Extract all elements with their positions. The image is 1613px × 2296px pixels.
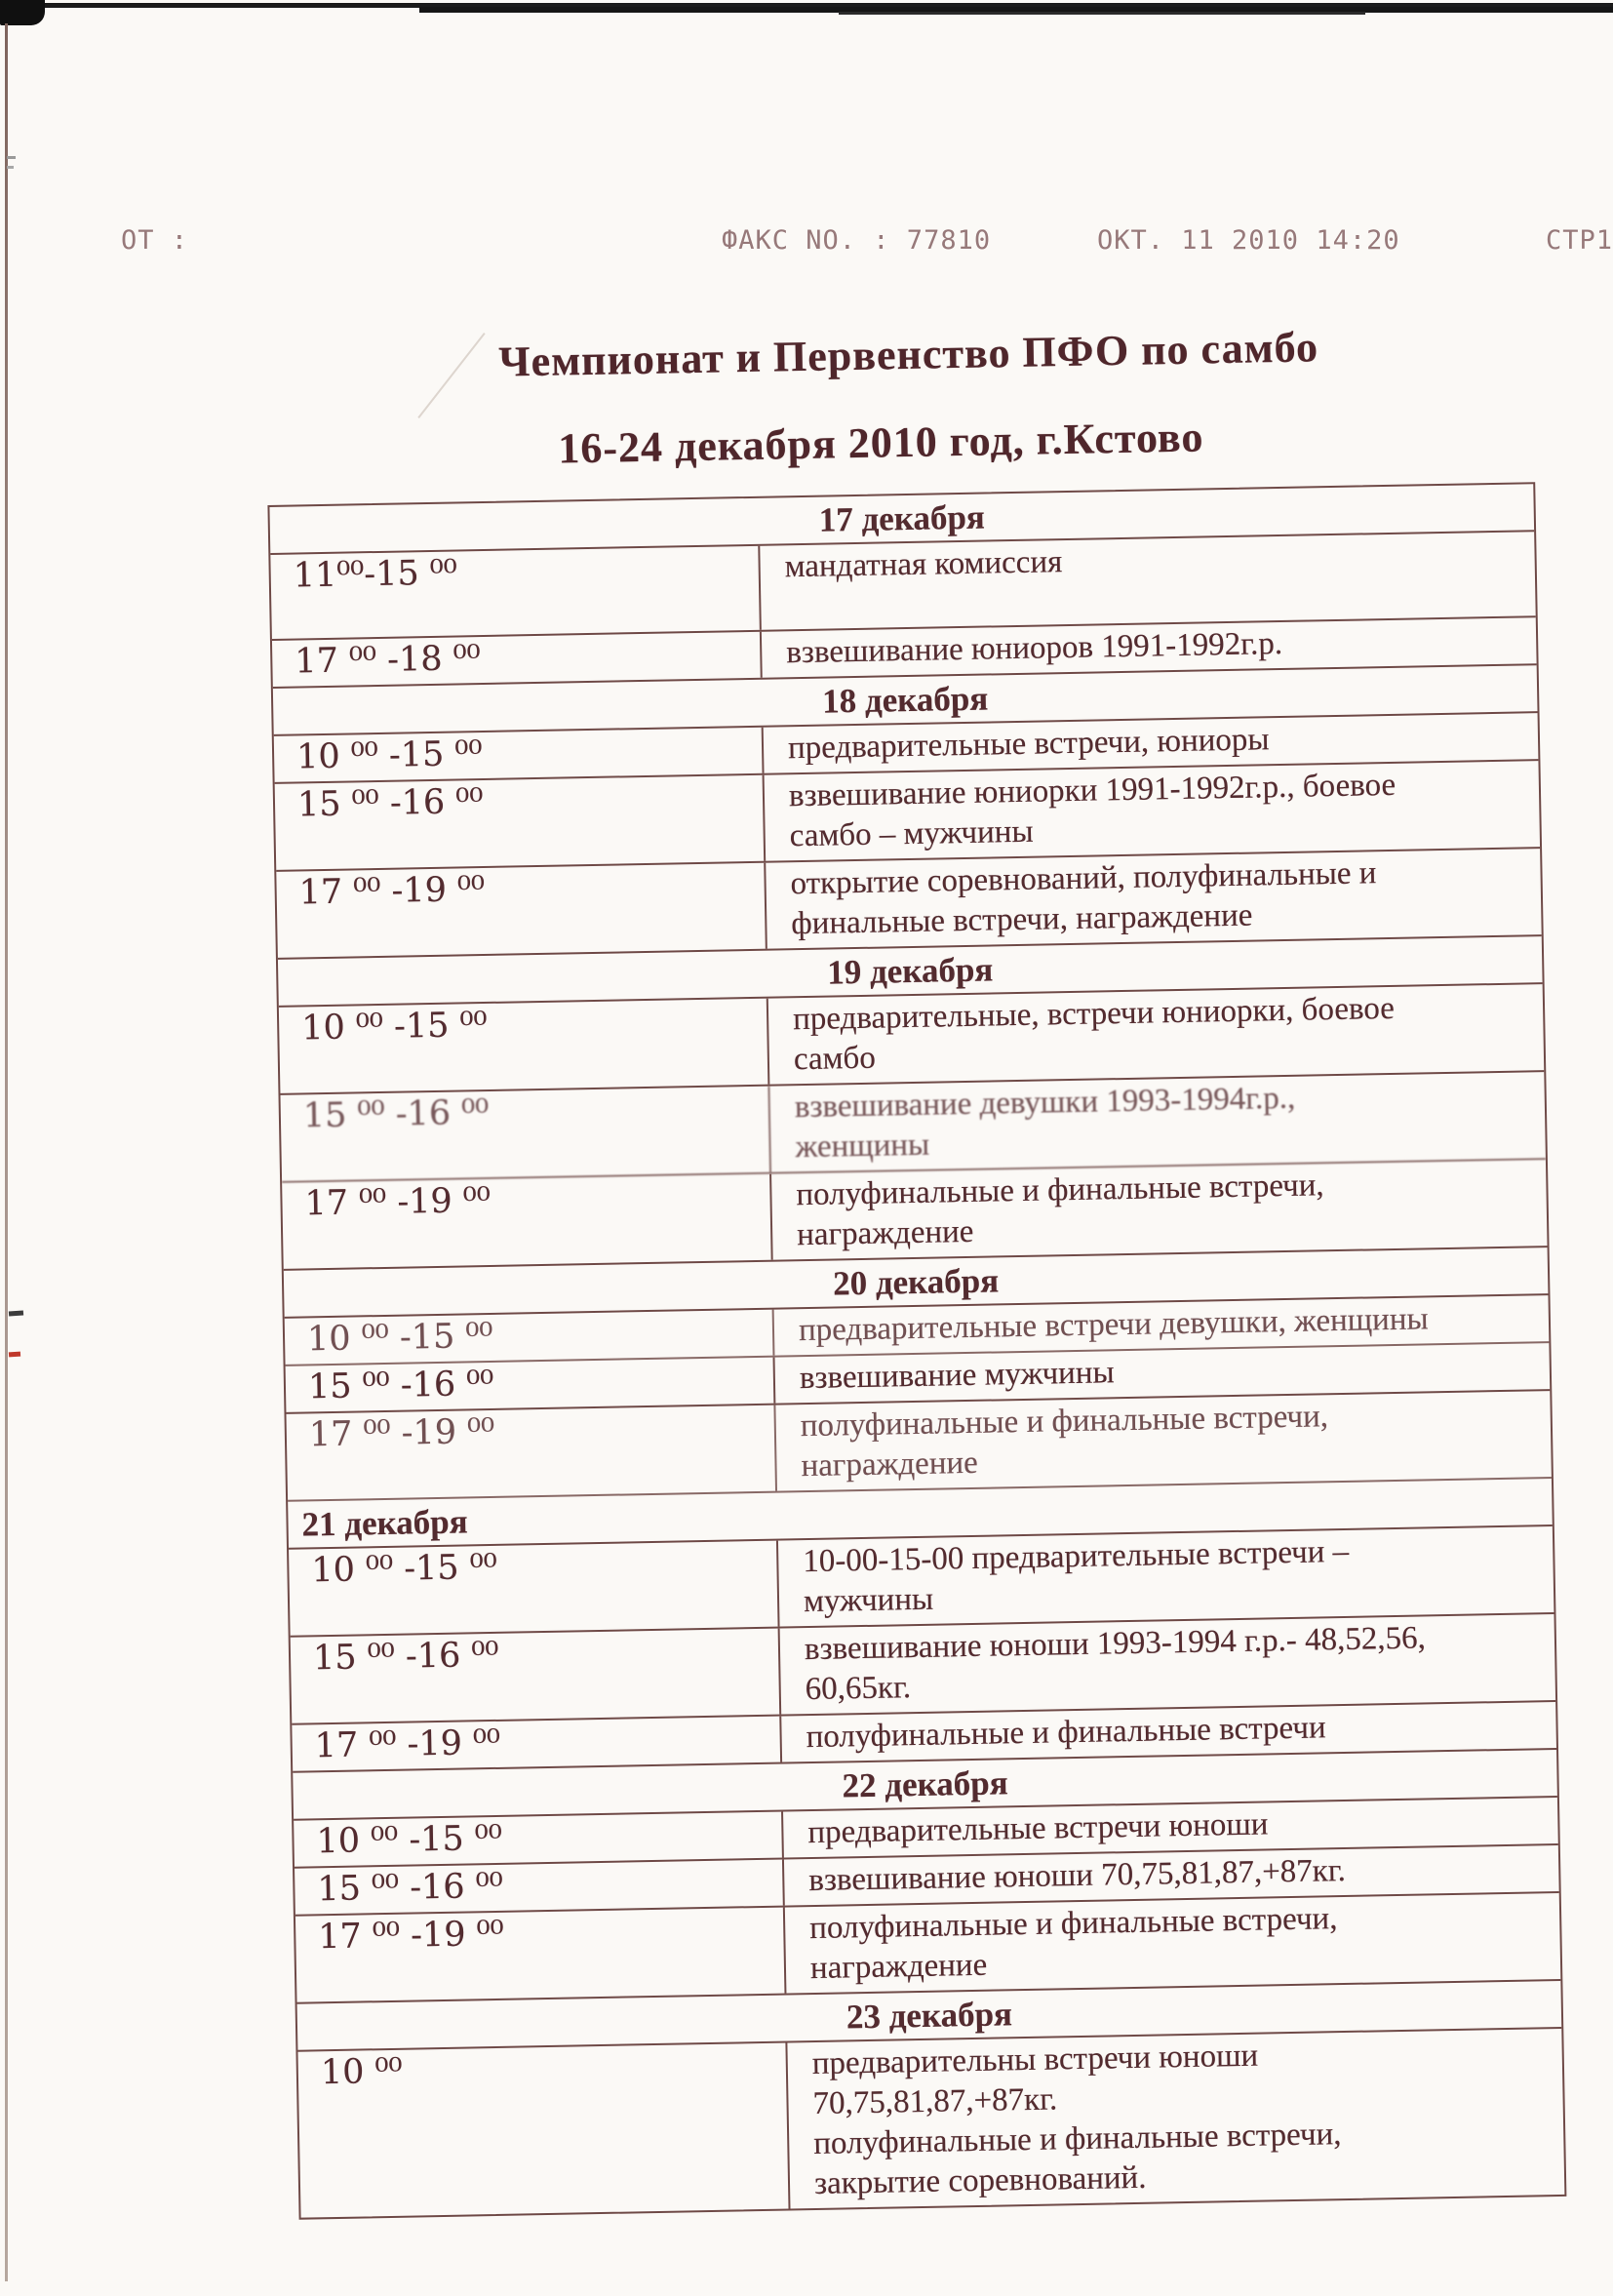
date-header: 17 декабря (269, 484, 1534, 555)
event-cell: полуфинальные и финальные встречи, награждение (808, 1901, 1338, 1987)
time-cell: 15 ⁰⁰ -16 ⁰⁰ (280, 1087, 771, 1181)
fax-number: ФАКС NO. : 77810 (722, 225, 992, 256)
date-header: 23 декабря (297, 1981, 1562, 2052)
date-header: 22 декабря (293, 1750, 1557, 1821)
time-cell: 17 ⁰⁰ -19 ⁰⁰ (292, 1717, 782, 1771)
time-cell: 17 ⁰⁰ -19 ⁰⁰ (282, 1174, 773, 1269)
time-cell: 10 ⁰⁰ (297, 2043, 790, 2218)
document-title: Чемпионат и Первенство ПФО по самбо (497, 323, 1319, 386)
time-cell: 17 ⁰⁰ -19 ⁰⁰ (286, 1405, 777, 1500)
time-cell: 10 ⁰⁰ -15 ⁰⁰ (279, 999, 770, 1093)
event-cell: полуфинальные и финальные встречи, награждение (796, 1168, 1324, 1253)
time-cell: 17 ⁰⁰ -18 ⁰⁰ (272, 632, 763, 687)
fax-from-label: ОТ : (121, 225, 189, 256)
fax-datetime: ОКТ. 11 2010 14:20 (1097, 225, 1400, 256)
date-header: 19 декабря (278, 936, 1543, 1008)
time-cell: 10 ⁰⁰ -15 ⁰⁰ (285, 1310, 775, 1365)
document-subtitle: 16-24 декабря 2010 год, г.Кстово (557, 413, 1204, 473)
time-cell: 17 ⁰⁰ -19 ⁰⁰ (276, 863, 767, 958)
time-cell: 10 ⁰⁰ -15 ⁰⁰ (294, 1812, 784, 1867)
fax-page-number: СТР1 (1546, 225, 1613, 256)
schedule-table (267, 482, 1566, 2220)
event-cell: взвешивание юниоров 1991-1992г.р. (785, 625, 1283, 671)
time-cell: 15 ⁰⁰ -16 ⁰⁰ (275, 775, 767, 870)
event-cell: взвешивание юноши 70,75,81,87,+87кг. (808, 1852, 1347, 1899)
event-cell: полуфинальные и финальные встречи, награждение (800, 1399, 1329, 1484)
time-cell: 15 ⁰⁰ -16 ⁰⁰ (286, 1358, 776, 1412)
event-cell: предварительны встречи юноши 70,75,81,87,+87кг. полуфинальные и финальные встречи, закрытие соревнований. (811, 2038, 1342, 2202)
event-cell: полуфинальные и финальные встречи (806, 1710, 1326, 1756)
time-cell: 10 ⁰⁰ -15 ⁰⁰ (274, 728, 765, 782)
time-cell: 17 ⁰⁰ -19 ⁰⁰ (295, 1908, 787, 2002)
event-cell: взвешивание мужчины (799, 1355, 1115, 1397)
date-header: 20 декабря (284, 1247, 1549, 1319)
event-cell: мандатная комиссия (784, 544, 1063, 585)
schedule-row (297, 2029, 1564, 2218)
event-cell: 10-00-15-00 предварительные встречи – мужчины (803, 1533, 1350, 1620)
event-cell: предварительные встречи юноши (807, 1806, 1269, 1851)
event-cell: предварительные, встречи юниорки, боевое самбо (792, 990, 1396, 1078)
time-cell: 15 ⁰⁰ -16 ⁰⁰ (295, 1860, 785, 1915)
time-cell: 11⁰⁰-15 ⁰⁰ (270, 546, 761, 639)
time-cell: 10 ⁰⁰ -15 ⁰⁰ (289, 1541, 780, 1636)
date-header: 18 декабря (273, 665, 1538, 736)
event-cell: предварительные встречи, юниоры (787, 722, 1270, 767)
event-cell: открытие соревнований, полуфинальные и финальные встречи, награждение (790, 855, 1377, 942)
time-cell: 15 ⁰⁰ -16 ⁰⁰ (291, 1629, 782, 1723)
date-header: 21 декабря (288, 1479, 1553, 1550)
event-cell: предварительные встречи девушки, женщины (798, 1301, 1429, 1349)
event-cell: взвешивание девушки 1993-1994г.р., женщины (794, 1080, 1296, 1166)
event-cell: взвешивание юноши 1993-1994 г.р.- 48,52,56, 60,65кг. (804, 1620, 1427, 1708)
event-cell: взвешивание юниорки 1991-1992г.р., боевое самбо – мужчины (788, 767, 1397, 854)
